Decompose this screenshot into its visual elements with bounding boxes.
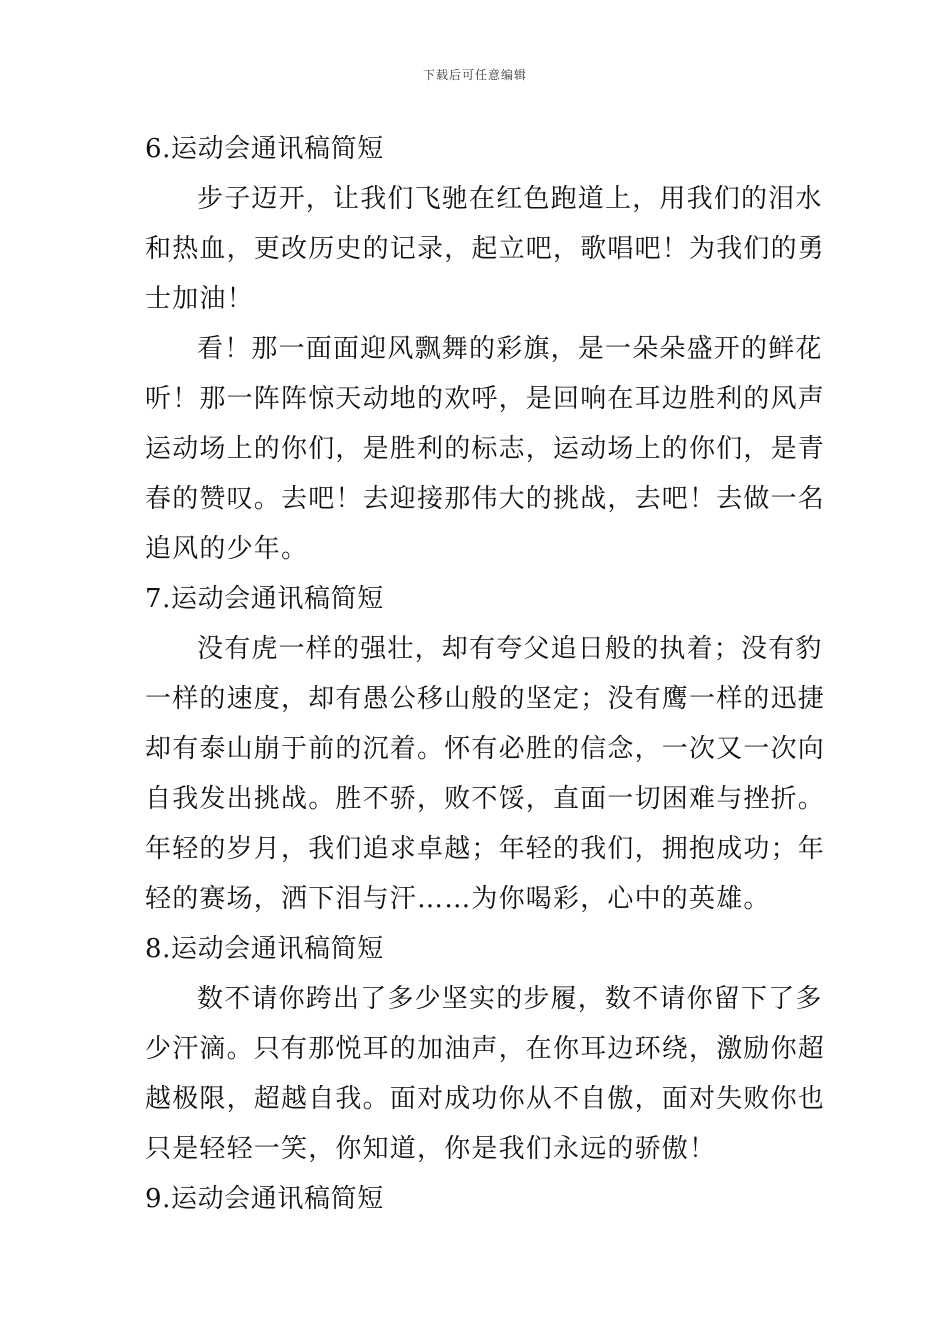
section-6-line-4: 看！那一面面迎风飘舞的彩旗，是一朵朵盛开的鲜花 (197, 334, 823, 364)
section-8-line-1: 数不请你跨出了多少坚实的步履，数不请你留下了多 (197, 984, 823, 1014)
section-7-title: 7.运动会通讯稿简短 (145, 584, 384, 614)
header-note: 下载后可任意编辑 (422, 68, 527, 82)
section-7-line-5: 年轻的岁月，我们追求卓越；年轻的我们，拥抱成功；年 (145, 834, 826, 864)
section-8-line-2: 少汗滴。只有那悦耳的加油声，在你耳边环绕，激励你超 (145, 1034, 826, 1064)
section-6-line-2: 和热血，更改历史的记录，起立吧，歌唱吧！为我们的勇 (145, 234, 826, 264)
section-8-line-3: 越极限，超越自我。面对成功你从不自傲，面对失败你也 (145, 1084, 826, 1114)
section-6-title: 6.运动会通讯稿简短 (145, 134, 384, 164)
section-7-line-2: 一样的速度，却有愚公移山般的坚定；没有鹰一样的迅捷 (145, 684, 826, 714)
section-7-line-4: 自我发出挑战。胜不骄，败不馁，直面一切困难与挫折。 (145, 784, 826, 814)
section-7-line-6: 轻的赛场，洒下泪与汗……为你喝彩，心中的英雄。 (145, 884, 771, 914)
section-9-title: 9.运动会通讯稿简短 (145, 1184, 384, 1214)
section-6-line-8: 追风的少年。 (145, 534, 309, 564)
section-6-line-7: 春的赞叹。去吧！去迎接那伟大的挑战，去吧！去做一名 (145, 484, 826, 514)
section-6-line-3: 士加油！ (145, 284, 254, 314)
section-6-line-5: 听！那一阵阵惊天动地的欢呼，是回响在耳边胜利的风声 (145, 384, 826, 414)
section-7-line-1: 没有虎一样的强壮，却有夸父追日般的执着；没有豹 (197, 634, 823, 664)
document-body (145, 124, 826, 1224)
section-7-line-3: 却有泰山崩于前的沉着。怀有必胜的信念，一次又一次向 (145, 734, 826, 764)
section-8-title: 8.运动会通讯稿简短 (145, 934, 384, 964)
section-8-line-4: 只是轻轻一笑，你知道，你是我们永远的骄傲！ (145, 1134, 717, 1164)
section-6-line-6: 运动场上的你们，是胜利的标志，运动场上的你们，是青 (145, 434, 826, 464)
section-6-line-1: 步子迈开，让我们飞驰在红色跑道上，用我们的泪水 (197, 184, 823, 214)
